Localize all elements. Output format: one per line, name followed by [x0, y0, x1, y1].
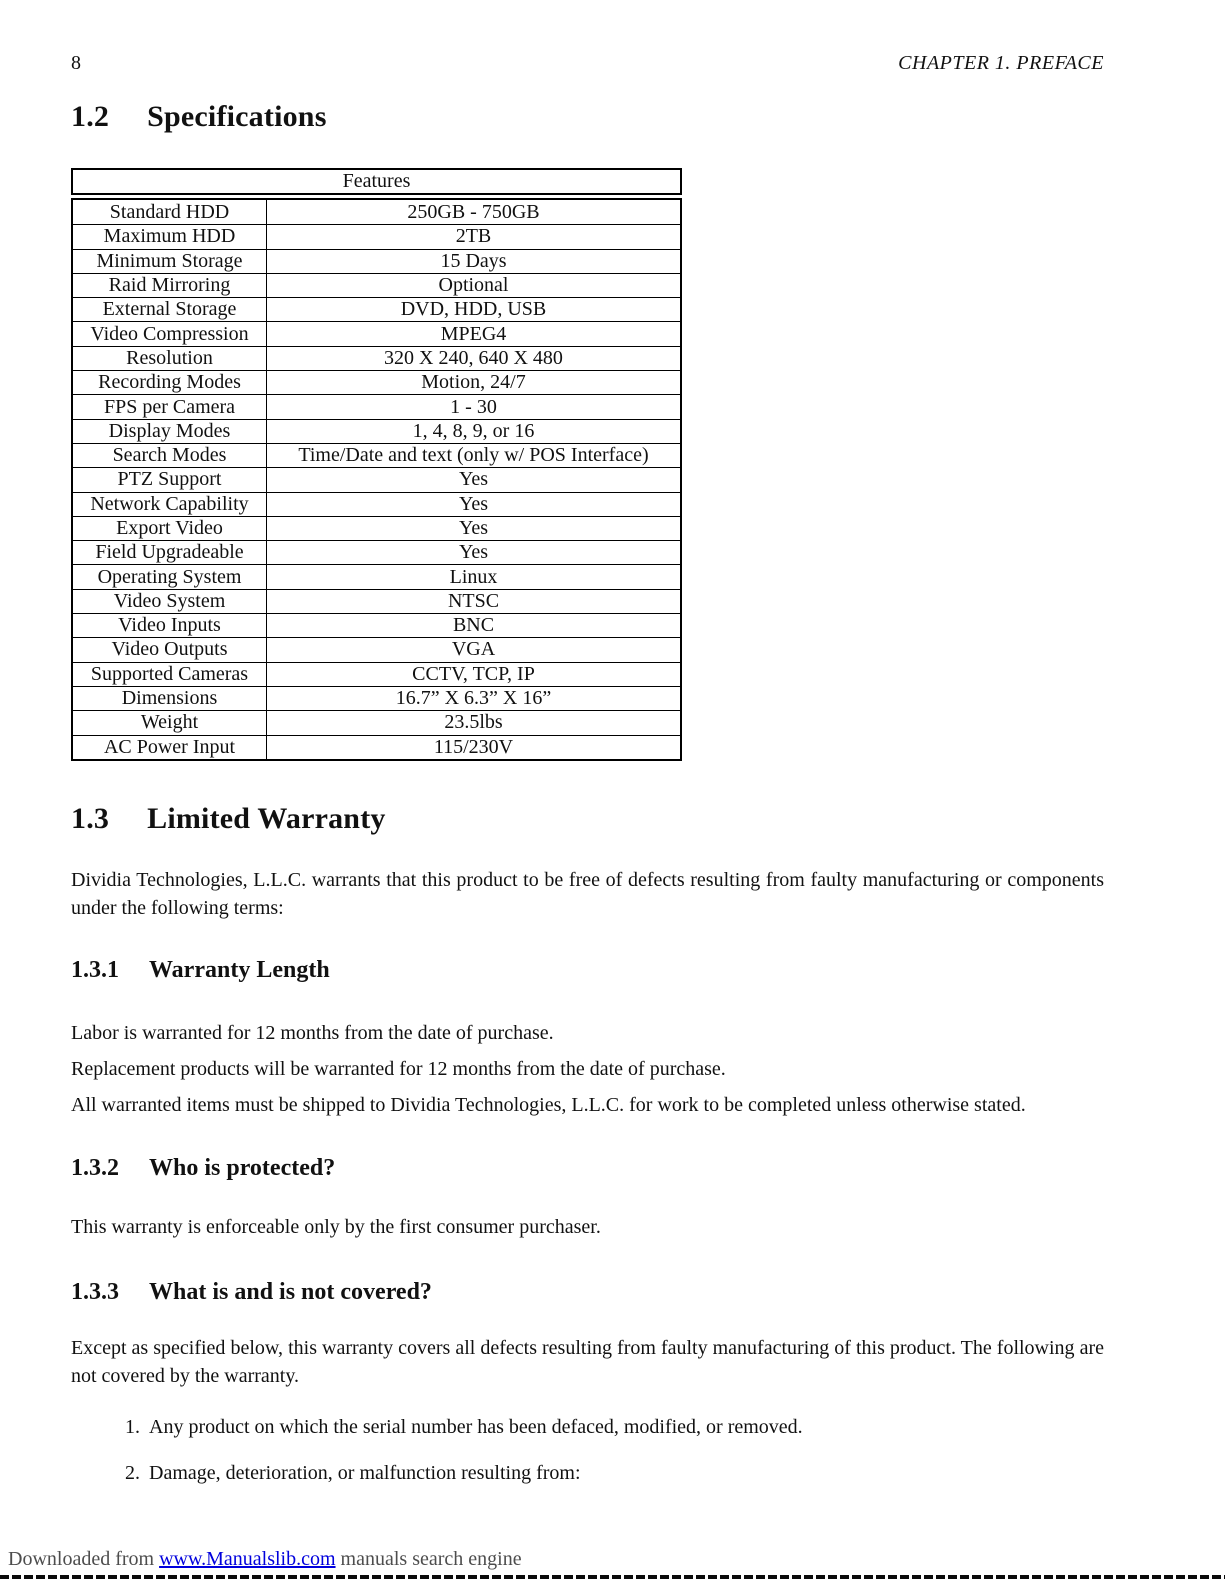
row-label: PTZ Support	[73, 468, 267, 491]
table-row	[73, 613, 680, 637]
row-value: VGA	[451, 638, 496, 661]
table-row	[73, 686, 680, 710]
subsection-number: 1.3.3	[71, 1279, 119, 1305]
row-value: 1, 4, 8, 9, or 16	[412, 419, 535, 442]
row-label: Video Inputs	[73, 614, 267, 637]
warranty-length-paragraph: All warranted items must be shipped to Dividia Technologies, L.L.C. for work to be completed unless otherwise stated.	[71, 1094, 1026, 1116]
row-value: Optional	[438, 274, 509, 297]
row-label: Standard HDD	[73, 200, 267, 224]
row-label: Video System	[73, 590, 267, 613]
list-item-text: Damage, deterioration, or malfunction resulting from:	[149, 1462, 581, 1484]
subsection-heading-warranty-length	[71, 957, 330, 984]
table-row	[73, 589, 680, 613]
row-value: 115/230V	[433, 735, 514, 758]
section-title: Specifications	[147, 100, 327, 133]
row-value: 23.5lbs	[444, 711, 503, 734]
page-number: 8	[71, 52, 81, 74]
row-value: Yes	[458, 492, 489, 515]
row-value: DVD, HDD, USB	[400, 298, 547, 321]
row-label: Raid Mirroring	[73, 274, 267, 297]
row-value: Motion, 24/7	[421, 371, 526, 394]
table-row	[73, 710, 680, 734]
table-row	[73, 249, 680, 273]
row-value: Yes	[458, 517, 489, 539]
section-number: 1.3	[71, 802, 110, 835]
list-item-number: 2.	[125, 1462, 140, 1484]
row-label: Export Video	[73, 517, 267, 540]
row-label: Display Modes	[73, 420, 267, 443]
table-row	[73, 297, 680, 321]
row-value: BNC	[452, 614, 495, 637]
table-row	[73, 564, 680, 588]
row-value: MPEG4	[440, 322, 507, 345]
row-value: 250GB - 750GB	[407, 200, 540, 223]
row-value: Time/Date and text (only w/ POS Interface)	[298, 444, 649, 467]
row-label: Dimensions	[73, 687, 267, 710]
table-row	[73, 443, 680, 467]
table-row	[73, 346, 680, 370]
watermark-footer	[8, 1548, 522, 1571]
subsection-title: Warranty Length	[149, 957, 330, 983]
subsection-heading-who-protected	[71, 1155, 335, 1182]
table-row	[73, 321, 680, 345]
warranty-length-paragraph: Replacement products will be warranted for 12 months from the date of purchase.	[71, 1058, 726, 1080]
section-number: 1.2	[71, 100, 110, 133]
row-value: 2TB	[455, 225, 492, 248]
table-row	[73, 394, 680, 418]
list-item	[71, 1416, 1104, 1439]
row-label: Maximum HDD	[73, 225, 267, 248]
table-row	[73, 637, 680, 661]
subsection-title: What is and is not covered?	[149, 1279, 432, 1305]
subsection-number: 1.3.1	[71, 957, 119, 983]
table-row	[73, 516, 680, 540]
subsection-heading-covered	[71, 1279, 432, 1306]
warranty-intro-paragraph: Dividia Technologies, L.L.C. warrants that this product to be free of defects resulting from faulty manufacturing or components under the following terms:	[71, 869, 1104, 919]
who-protected-paragraph: This warranty is enforceable only by the first consumer purchaser.	[71, 1216, 601, 1238]
row-value: CCTV, TCP, IP	[412, 662, 535, 685]
subsection-number: 1.3.2	[71, 1155, 119, 1181]
subsection-title: Who is protected?	[149, 1155, 336, 1181]
row-label: Network Capability	[73, 493, 267, 516]
footer-prefix: Downloaded from	[8, 1548, 160, 1570]
row-value: 16.7” X 6.3” X 16”	[395, 687, 552, 710]
warranty-length-paragraph: Labor is warranted for 12 months from the date of purchase.	[71, 1022, 554, 1044]
row-value: Yes	[458, 541, 489, 564]
table-body	[71, 198, 682, 761]
row-label: FPS per Camera	[73, 395, 267, 418]
row-value: Yes	[458, 468, 489, 491]
row-value: Linux	[449, 565, 498, 588]
row-value: 320 X 240, 640 X 480	[384, 346, 563, 369]
table-header-features: Features	[71, 168, 682, 195]
row-value: 1 - 30	[450, 395, 497, 418]
row-label: Search Modes	[73, 444, 267, 467]
list-item-number: 1.	[125, 1416, 140, 1438]
row-label: Video Compression	[73, 322, 267, 345]
row-label: Recording Modes	[73, 371, 267, 394]
list-item	[71, 1462, 1104, 1485]
row-label: Resolution	[73, 347, 267, 370]
table-row	[73, 492, 680, 516]
covered-paragraph: Except as specified below, this warranty covers all defects resulting from faulty manufacturing of this product. The following are not covered by the warranty.	[71, 1337, 1104, 1387]
table-row	[73, 540, 680, 564]
section-heading-limited-warranty	[71, 802, 386, 836]
table-row	[73, 662, 680, 686]
row-label: External Storage	[73, 298, 267, 321]
row-label: Video Outputs	[73, 638, 267, 661]
row-label: Minimum Storage	[73, 250, 267, 273]
row-value: NTSC	[447, 589, 500, 612]
table-row	[73, 370, 680, 394]
manualslib-link[interactable]: www.Manualslib.com	[159, 1548, 336, 1570]
row-label: Operating System	[73, 565, 267, 588]
specifications-table	[71, 168, 682, 761]
table-row	[73, 224, 680, 248]
row-value: 15 Days	[440, 249, 507, 272]
section-title: Limited Warranty	[147, 802, 386, 835]
row-label: AC Power Input	[73, 736, 267, 759]
list-item-text: Any product on which the serial number has been defaced, modified, or removed.	[149, 1416, 803, 1438]
table-row	[73, 467, 680, 491]
table-row	[73, 735, 680, 759]
row-label: Field Upgradeable	[73, 541, 267, 564]
section-heading-specifications	[71, 100, 327, 134]
page-bottom-dashed-divider	[0, 1575, 1225, 1579]
table-row	[73, 273, 680, 297]
row-label: Weight	[73, 711, 267, 734]
table-row	[73, 419, 680, 443]
footer-suffix: manuals search engine	[335, 1548, 522, 1570]
table-row	[73, 200, 680, 224]
page-header	[71, 52, 1104, 75]
chapter-header: CHAPTER 1. PREFACE	[898, 52, 1104, 74]
row-label: Supported Cameras	[73, 663, 267, 686]
